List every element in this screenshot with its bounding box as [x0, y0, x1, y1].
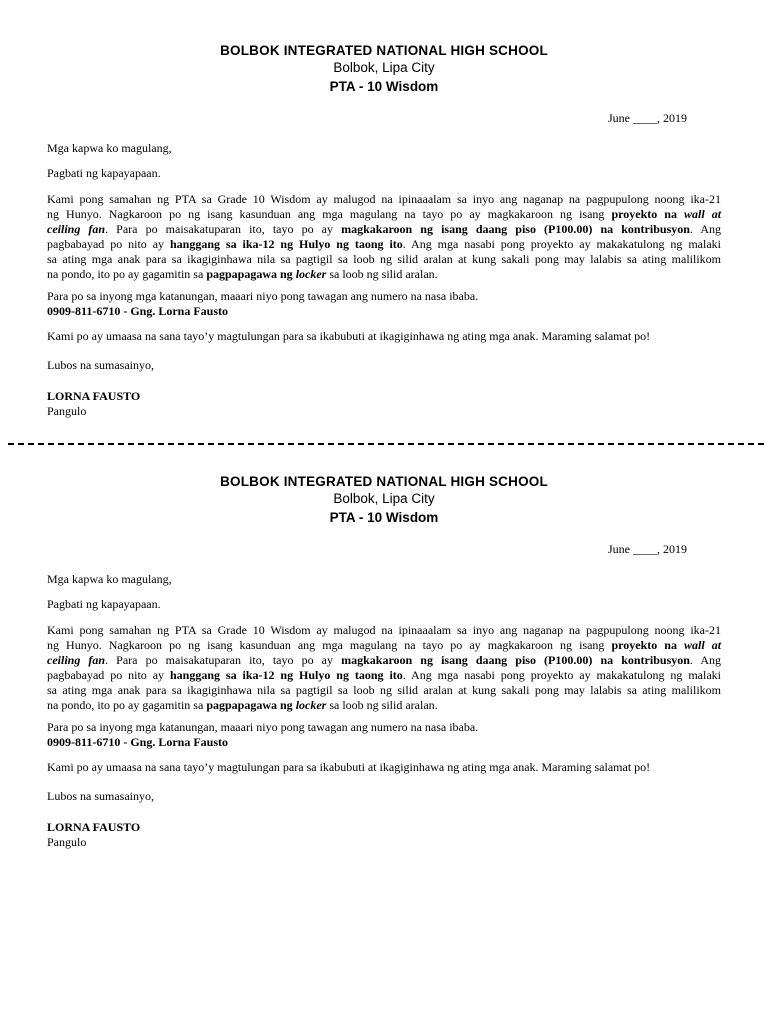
body-line: na pondo, ito po ay gagamitin sa pagpapagawa ng locker sa loob ng silid aralan. [47, 267, 438, 281]
complimentary-close: Lubos na sumasainyo, [47, 789, 154, 803]
school-name: BOLBOK INTEGRATED NATIONAL HIGH SCHOOL [220, 474, 548, 489]
greeting: Pagbati ng kapayapaan. [47, 166, 161, 180]
body-line: pagbabayad po nito ay hanggang sa ika-12 ng Hulyo ng taong ito. Ang mga nasabi pong proyekto ay makakatulong ng malaki [47, 668, 721, 682]
school-name: BOLBOK INTEGRATED NATIONAL HIGH SCHOOL [220, 43, 548, 58]
school-city: Bolbok, Lipa City [333, 491, 435, 506]
closing-message: Kami po ay umaasa na sana tayo’y magtulungan para sa ikabubuti at ikagiginhawa ng ating mga anak. Maraming salamat po! [47, 329, 651, 343]
school-city: Bolbok, Lipa City [333, 60, 435, 75]
salutation: Mga kapwa ko magulang, [47, 572, 172, 586]
body-line: sa ating mga anak para sa ikagiginhawa nila sa pagtigil sa loob ng silid aralan at kung sakali pong may lalabis sa ating malilikom [47, 683, 721, 697]
signer-name: LORNA FAUSTO [47, 389, 141, 403]
body-paragraph [47, 623, 721, 713]
complimentary-close: Lubos na sumasainyo, [47, 358, 154, 372]
closing-message: Kami po ay umaasa na sana tayo’y magtulungan para sa ikabubuti at ikagiginhawa ng ating mga anak. Maraming salamat po! [47, 760, 651, 774]
signer-position: Pangulo [47, 835, 87, 849]
body-line: Kami pong samahan ng PTA sa Grade 10 Wisdom ay malugod na ipinaaalam sa inyo ang naganap na pagpupulong noong ika-21 [47, 192, 721, 206]
body-line: na pondo, ito po ay gagamitin sa pagpapagawa ng locker sa loob ng silid aralan. [47, 698, 438, 712]
contact-intro: Para po sa inyong mga katanungan, maaari niyo pong tawagan ang numero na nasa ibaba. [47, 720, 479, 734]
contact-number: 0909-811-6710 - Gng. Lorna Fausto [47, 304, 229, 318]
body-line: ng Hunyo. Nagkaroon po ng isang kasunduan ang mga magulang na tayo po ay magkakaroon ng isang proyekto na wall at [47, 638, 722, 652]
body-paragraph [47, 192, 721, 282]
signer-name: LORNA FAUSTO [47, 820, 141, 834]
signer-position: Pangulo [47, 404, 87, 418]
body-line: ceiling fan. Para po maisakatuparan ito, tayo po ay magkakaroon ng isang daang piso (P100.00) na kontribusyon. Ang [47, 222, 722, 236]
pta-section: PTA - 10 Wisdom [329, 510, 439, 525]
salutation: Mga kapwa ko magulang, [47, 141, 172, 155]
body-line: ceiling fan. Para po maisakatuparan ito, tayo po ay magkakaroon ng isang daang piso (P100.00) na kontribusyon. Ang [47, 653, 722, 667]
body-line: pagbabayad po nito ay hanggang sa ika-12 ng Hulyo ng taong ito. Ang mga nasabi pong proyekto ay makakatulong ng malaki [47, 237, 721, 251]
body-line: sa ating mga anak para sa ikagiginhawa nila sa pagtigil sa loob ng silid aralan at kung sakali pong may lalabis sa ating malilikom [47, 252, 721, 266]
contact-intro: Para po sa inyong mga katanungan, maaari niyo pong tawagan ang numero na nasa ibaba. [47, 289, 479, 303]
body-line: Kami pong samahan ng PTA sa Grade 10 Wisdom ay malugod na ipinaaalam sa inyo ang naganap na pagpupulong noong ika-21 [47, 623, 721, 637]
contact-number: 0909-811-6710 - Gng. Lorna Fausto [47, 735, 229, 749]
letter-date: June ____, 2019 [608, 111, 687, 125]
greeting: Pagbati ng kapayapaan. [47, 597, 161, 611]
cut-line-divider [8, 443, 764, 445]
letter-date: June ____, 2019 [608, 542, 687, 556]
body-line: ng Hunyo. Nagkaroon po ng isang kasunduan ang mga magulang na tayo po ay magkakaroon ng isang proyekto na wall at [47, 207, 722, 221]
pta-section: PTA - 10 Wisdom [329, 79, 439, 94]
